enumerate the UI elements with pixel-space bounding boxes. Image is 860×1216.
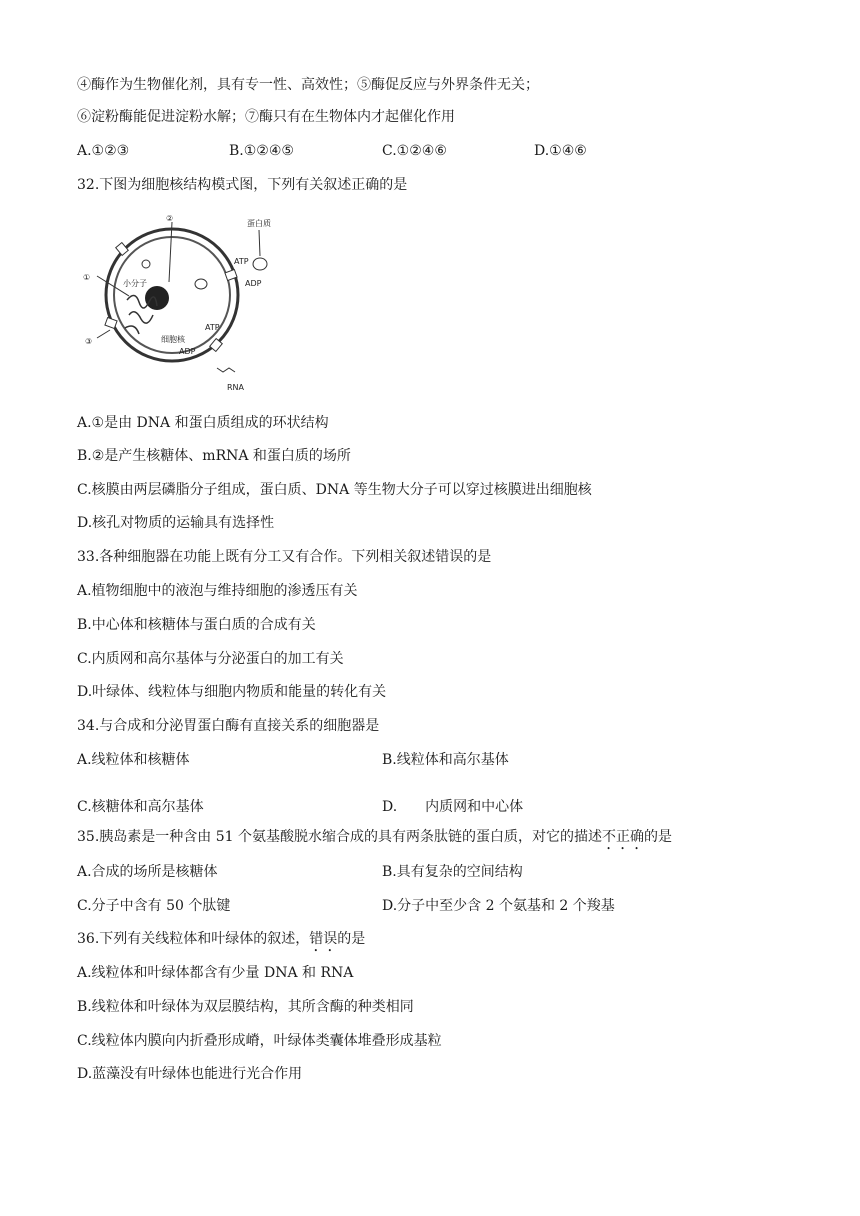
q32-option-c: C.核膜由两层磷脂分子组成，蛋白质、DNA 等生物大分子可以穿过核膜进出细胞核 <box>77 482 592 498</box>
label-rna: RNA <box>227 383 245 392</box>
label-mark-3: ③ <box>85 337 93 346</box>
q34-option-a: A.线粒体和核糖体 <box>77 752 190 768</box>
nuclear-pore <box>116 243 129 256</box>
leader-line-2 <box>169 222 172 282</box>
q31-option-a: A.①②③ <box>77 143 130 159</box>
q32-option-b: B.②是产生核糖体、mRNA 和蛋白质的场所 <box>77 448 351 464</box>
q36-option-d: D.蓝藻没有叶绿体也能进行光合作用 <box>77 1066 303 1082</box>
label-protein: 蛋白质 <box>247 219 271 228</box>
q36-option-a: A.线粒体和叶绿体都含有少量 DNA 和 RNA <box>77 965 354 981</box>
leader-line-protein <box>259 230 260 256</box>
q33-option-b: B.中心体和核糖体与蛋白质的合成有关 <box>77 617 316 633</box>
q35-option-d: D.分子中至少含 2 个氨基和 2 个羧基 <box>382 898 615 914</box>
q33-stem: 33.各种细胞器在功能上既有分工又有合作。下列相关叙述错误的是 <box>77 549 492 565</box>
protein-blob <box>195 279 207 289</box>
q36-stem-emphasis: 错误 <box>309 931 338 947</box>
rna-strand <box>217 368 235 372</box>
q35-option-c: C.分子中含有 50 个肽键 <box>77 898 231 914</box>
label-adp-right: ADP <box>245 279 262 288</box>
q34-option-d: D. 内质网和中心体 <box>382 799 524 815</box>
nucleus-structure-diagram <box>77 210 277 400</box>
q35-stem-emphasis: 不正确 <box>601 829 644 845</box>
label-small-molecule: 小分子 <box>123 279 147 288</box>
label-nucleus: 细胞核 <box>161 335 185 344</box>
q36-stem <box>77 929 365 955</box>
q35-option-a: A.合成的场所是核糖体 <box>77 864 218 880</box>
q34-option-b: B.线粒体和高尔基体 <box>382 752 509 768</box>
q36-option-b: B.线粒体和叶绿体为双层膜结构，其所含酶的种类相同 <box>77 999 414 1015</box>
q32-stem: 32.下图为细胞核结构模式图，下列有关叙述正确的是 <box>77 177 408 193</box>
label-adp-bottom: ADP <box>179 347 196 356</box>
q35-stem-prefix: 35.胰岛素是一种含由 51 个氨基酸脱水缩合成的具有两条肽链的蛋白质，对它的描述 <box>77 829 602 845</box>
q36-stem-suffix: 的是 <box>337 931 366 947</box>
q32-option-d: D.核孔对物质的运输具有选择性 <box>77 515 275 531</box>
q31-line2: ⑥淀粉酶能促进淀粉水解；⑦酶只有在生物体内才起催化作用 <box>77 109 455 125</box>
q33-option-c: C.内质网和高尔基体与分泌蛋白的加工有关 <box>77 651 344 667</box>
label-atp-bottom: ATP <box>205 323 220 332</box>
q33-option-a: A.植物细胞中的液泡与维持细胞的渗透压有关 <box>77 583 358 599</box>
nuclear-pore <box>105 318 117 329</box>
label-mark-1: ① <box>83 273 91 282</box>
q31-option-c: C.①②④⑥ <box>382 143 447 159</box>
q31-option-b: B.①②④⑤ <box>229 143 294 159</box>
q31-option-d: D.①④⑥ <box>534 143 587 159</box>
q36-option-c: C.线粒体内膜向内折叠形成嵴，叶绿体类囊体堆叠形成基粒 <box>77 1033 442 1049</box>
q35-stem-suffix: 的是 <box>643 829 672 845</box>
label-mark-2: ② <box>166 214 174 223</box>
q33-option-d: D.叶绿体、线粒体与细胞内物质和能量的转化有关 <box>77 684 387 700</box>
q36-stem-prefix: 36.下列有关线粒体和叶绿体的叙述， <box>77 931 310 947</box>
protein-blob <box>253 258 267 270</box>
small-particle <box>142 260 150 268</box>
q32-option-a: A.①是由 DNA 和蛋白质组成的环状结构 <box>77 415 329 431</box>
nucleolus <box>145 286 169 310</box>
label-atp-top: ATP <box>234 257 249 266</box>
q34-stem: 34.与合成和分泌胃蛋白酶有直接关系的细胞器是 <box>77 718 380 734</box>
q35-stem <box>77 827 672 853</box>
q34-option-c: C.核糖体和高尔基体 <box>77 799 204 815</box>
q35-option-b: B.具有复杂的空间结构 <box>382 864 523 880</box>
leader-line-3 <box>97 330 110 338</box>
q31-line1: ④酶作为生物催化剂，具有专一性、高效性；⑤酶促反应与外界条件无关； <box>77 77 539 93</box>
